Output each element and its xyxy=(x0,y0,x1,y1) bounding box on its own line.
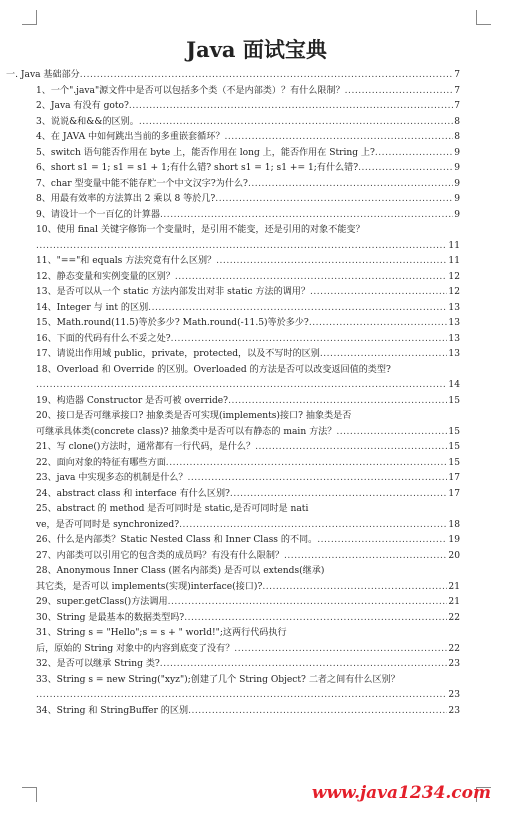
toc-page-number: 22 xyxy=(448,612,460,623)
toc-page-number: 9 xyxy=(454,147,460,158)
toc-entry-title: 21、写 clone()方法时，通常都有一行代码，是什么？ xyxy=(36,442,256,452)
toc-entry[interactable] xyxy=(36,363,460,379)
toc-entry-title: 17、请说出作用域 public，private，protected，以及不写时的区别 xyxy=(36,349,320,359)
leader-dots xyxy=(309,316,448,332)
leader-dots xyxy=(215,192,453,208)
toc-entry-title: 19、构造器 Constructor 是否可被 override? xyxy=(36,395,229,406)
leader-dots xyxy=(80,68,453,84)
toc-entry-title: 30、String 是最基本的数据类型吗? xyxy=(36,612,185,623)
toc-entry-title: 3、说说&和&&的区别。 xyxy=(36,116,139,127)
leader-dots xyxy=(36,239,447,255)
toc-entry-title: 18、Overload 和 Override 的区别。Overloaded 的方法是否可以改变返回值的类型? xyxy=(36,364,391,375)
leader-dots xyxy=(310,285,447,301)
document-title: Java 面试宝典 xyxy=(186,37,327,62)
toc-entry-title-line2: ve，是否可同时是 synchronized? xyxy=(36,519,180,530)
toc-entry[interactable] xyxy=(36,99,460,115)
leader-dots xyxy=(148,301,447,317)
toc-entry[interactable] xyxy=(36,487,460,503)
toc-entry-continuation xyxy=(36,425,460,441)
leader-dots xyxy=(255,440,447,456)
leader-dots xyxy=(36,378,447,394)
toc-page-number: 23 xyxy=(448,659,460,669)
leader-dots xyxy=(345,84,454,100)
toc-page-number: 14 xyxy=(448,380,460,390)
toc-entry[interactable] xyxy=(36,440,460,456)
toc-entry-title: 7、char 型变量中能不能存贮一个中文汉字?为什么? xyxy=(36,178,248,189)
toc-entry-continuation xyxy=(36,688,460,704)
toc-entry-title: 23、java 中实现多态的机制是什么？ xyxy=(36,473,188,483)
toc-entry[interactable] xyxy=(36,146,460,162)
leader-dots xyxy=(336,425,447,441)
toc-entry[interactable] xyxy=(36,611,460,627)
toc-entry[interactable] xyxy=(36,564,460,580)
toc-entry[interactable] xyxy=(36,595,460,611)
toc-entry-title: 4、在 JAVA 中如何跳出当前的多重嵌套循环？ xyxy=(36,132,225,142)
leader-dots xyxy=(284,549,447,565)
toc-page-number: 18 xyxy=(448,519,460,530)
toc-entry[interactable] xyxy=(36,254,460,270)
toc-entry-title: 20、接口是否可继承接口? 抽象类是否可实现(implements)接口? 抽象类是否 xyxy=(36,411,352,421)
toc-entry[interactable] xyxy=(36,471,460,487)
leader-dots xyxy=(248,177,453,193)
toc-entry[interactable] xyxy=(36,394,460,410)
toc-entry-title: 31、String s = "Hello";s = s + " world!";这两行代码执行 xyxy=(36,628,287,638)
toc-entry-title: 1、一个".java"源文件中是否可以包括多个类（不是内部类）？有什么限制？ xyxy=(36,85,345,96)
toc-entry[interactable] xyxy=(36,409,460,425)
toc-entry-title: 26、什么是内部类？Static Nested Class 和 Inner Class 的不同。 xyxy=(36,535,318,545)
toc-section[interactable] xyxy=(6,68,460,84)
crop-mark-top-right xyxy=(476,10,491,25)
toc-page-number: 15 xyxy=(448,442,460,452)
leader-dots xyxy=(160,657,448,673)
toc-page-number: 23 xyxy=(448,690,460,700)
toc-entry[interactable] xyxy=(36,115,460,131)
toc-page-number: 20 xyxy=(448,550,460,561)
toc-page-number: 15 xyxy=(448,426,460,437)
toc-entry-title: 9、请设计一个一百亿的计算器 xyxy=(36,209,161,220)
toc-entry-title: 6、short s1 = 1; s1 = s1 + 1;有什么错? short s1 = 1; s1 += 1;有什么错? xyxy=(36,163,359,173)
toc-page-number: 15 xyxy=(448,457,460,468)
toc-entry[interactable] xyxy=(36,177,460,193)
toc-entry-title: 10、使用 final 关键字修饰一个变量时，是引用不能变，还是引用的对象不能变？ xyxy=(36,225,365,235)
leader-dots xyxy=(184,611,447,627)
toc-entry-continuation xyxy=(36,518,460,534)
leader-dots xyxy=(375,146,453,162)
leader-dots xyxy=(224,130,453,146)
toc-entry-title: 33、String s = new String("xyz");创建了几个 String Object? 二者之间有什么区别？ xyxy=(36,674,400,685)
leader-dots xyxy=(317,533,447,549)
toc-entry[interactable] xyxy=(36,456,460,472)
toc-page-number: 9 xyxy=(454,163,460,173)
leader-dots xyxy=(228,394,447,410)
toc-page-number: 13 xyxy=(448,333,460,344)
leader-dots xyxy=(262,580,447,596)
toc-page-number: 13 xyxy=(448,349,460,359)
toc-page-number: 11 xyxy=(448,256,460,266)
toc-page-number: 9 xyxy=(454,178,460,189)
crop-mark-bottom-left xyxy=(22,787,37,802)
toc-entry[interactable] xyxy=(36,192,460,208)
leader-dots xyxy=(216,254,447,270)
toc-entry-title: 13、是否可以从一个 static 方法内部发出对非 static 方法的调用？ xyxy=(36,287,310,297)
toc-page-number: 22 xyxy=(448,643,460,654)
toc-entry[interactable] xyxy=(36,223,460,239)
leader-dots xyxy=(166,456,448,472)
toc-entry-title: 24、abstract class 和 interface 有什么区别? xyxy=(36,488,230,499)
toc-entry[interactable] xyxy=(36,704,460,720)
toc-entry-title: 12、静态变量和实例变量的区别？ xyxy=(36,271,175,282)
toc-entry-title: 14、Integer 与 int 的区别 xyxy=(36,302,149,313)
toc-entry-title-line2: 其它类，是否可以 implements(实现)interface(接口)? xyxy=(36,581,263,592)
toc-page-number: 8 xyxy=(454,132,460,142)
leader-dots xyxy=(179,518,447,534)
toc-entry-title: 25、abstract 的 method 是否可同时是 static,是否可同时是 nati xyxy=(36,504,309,514)
toc-entry[interactable] xyxy=(36,533,460,549)
toc-page-number: 21 xyxy=(448,597,460,607)
leader-dots xyxy=(358,161,453,177)
toc-entry[interactable] xyxy=(36,84,460,100)
toc-entry-title: 15、Math.round(11.5)等於多少? Math.round(-11.5)等於多少? xyxy=(36,318,309,328)
leader-dots xyxy=(36,688,447,704)
leader-dots xyxy=(160,208,453,224)
toc-entry-title: 32、是否可以继承 String 类? xyxy=(36,659,160,669)
leader-dots xyxy=(187,471,447,487)
toc-entry-title: 27、内部类可以引用它的包含类的成员吗？有没有什么限制？ xyxy=(36,550,285,561)
leader-dots xyxy=(234,642,447,658)
toc-page-number: 11 xyxy=(448,240,460,251)
toc-page-number: 9 xyxy=(454,194,460,204)
toc-entry[interactable] xyxy=(36,347,460,363)
leader-dots xyxy=(320,347,448,363)
toc-entry-title: 34、String 和 StringBuffer 的区别 xyxy=(36,705,189,716)
toc-entry[interactable] xyxy=(36,301,460,317)
leader-dots xyxy=(175,270,448,286)
leader-dots xyxy=(188,704,447,720)
toc-page-number: 9 xyxy=(454,209,460,220)
toc-entry-title: 一. Java 基础部分 xyxy=(6,70,80,80)
toc-entry-title-line2: 可继承具体类(concrete class)? 抽象类中是否可以有静态的 main 方法？ xyxy=(36,426,337,437)
toc-entry[interactable] xyxy=(36,549,460,565)
website-watermark: www.java1234.com xyxy=(311,783,491,803)
toc-page-number: 13 xyxy=(448,302,460,313)
toc-page-number: 12 xyxy=(448,287,460,297)
toc-page-number: 17 xyxy=(448,488,460,499)
toc-page-number: 23 xyxy=(448,705,460,716)
toc-entry-title: 2、Java 有没有 goto? xyxy=(36,101,129,111)
toc-page-number: 19 xyxy=(448,535,460,545)
toc-entry-continuation xyxy=(36,239,460,255)
toc-entry[interactable] xyxy=(36,502,460,518)
toc-entry[interactable] xyxy=(36,130,460,146)
toc-page-number: 12 xyxy=(448,271,460,282)
toc-entry-title: 5、switch 语句能否作用在 byte 上，能否作用在 long 上，能否作用在 String 上? xyxy=(36,147,375,158)
toc-entry-continuation xyxy=(36,580,460,596)
leader-dots xyxy=(139,115,453,131)
leader-dots xyxy=(171,332,448,348)
toc-entry[interactable] xyxy=(36,332,460,348)
toc-page-number: 7 xyxy=(454,70,460,80)
toc-entry[interactable] xyxy=(36,161,460,177)
crop-mark-top-left xyxy=(22,10,37,25)
toc-entry[interactable] xyxy=(36,316,460,332)
toc-page-number: 15 xyxy=(448,395,460,406)
toc-entry-title-line2: 后，原始的 String 对象中的内容到底变了没有？ xyxy=(36,643,235,654)
toc-entry[interactable] xyxy=(36,285,460,301)
toc-page-number: 7 xyxy=(454,85,460,96)
table-of-contents xyxy=(6,68,460,719)
toc-entry-continuation xyxy=(36,642,460,658)
leader-dots xyxy=(129,99,453,115)
toc-page-number: 8 xyxy=(454,116,460,127)
toc-entry[interactable] xyxy=(36,673,460,689)
toc-entry[interactable] xyxy=(36,626,460,642)
leader-dots xyxy=(168,595,448,611)
toc-entry-continuation xyxy=(36,378,460,394)
toc-entry-title: 11、"=="和 equals 方法究竟有什么区别？ xyxy=(36,256,217,266)
toc-entry-title: 22、面向对象的特征有哪些方面 xyxy=(36,457,166,468)
toc-page-number: 13 xyxy=(448,318,460,328)
toc-page-number: 17 xyxy=(448,473,460,483)
toc-entry-title: 8、用最有效率的方法算出 2 乘以 8 等於几? xyxy=(36,194,216,204)
toc-entry-title: 16、下面的代码有什么不妥之处? xyxy=(36,333,171,344)
leader-dots xyxy=(230,487,448,503)
toc-entry[interactable] xyxy=(36,208,460,224)
toc-entry-title: 29、super.getClass()方法调用 xyxy=(36,597,168,607)
toc-entry[interactable] xyxy=(36,270,460,286)
toc-entry[interactable] xyxy=(36,657,460,673)
toc-page-number: 7 xyxy=(454,101,460,111)
toc-page-number: 21 xyxy=(448,581,460,592)
toc-entry-title: 28、Anonymous Inner Class (匿名内部类) 是否可以 extends(继承) xyxy=(36,566,325,576)
